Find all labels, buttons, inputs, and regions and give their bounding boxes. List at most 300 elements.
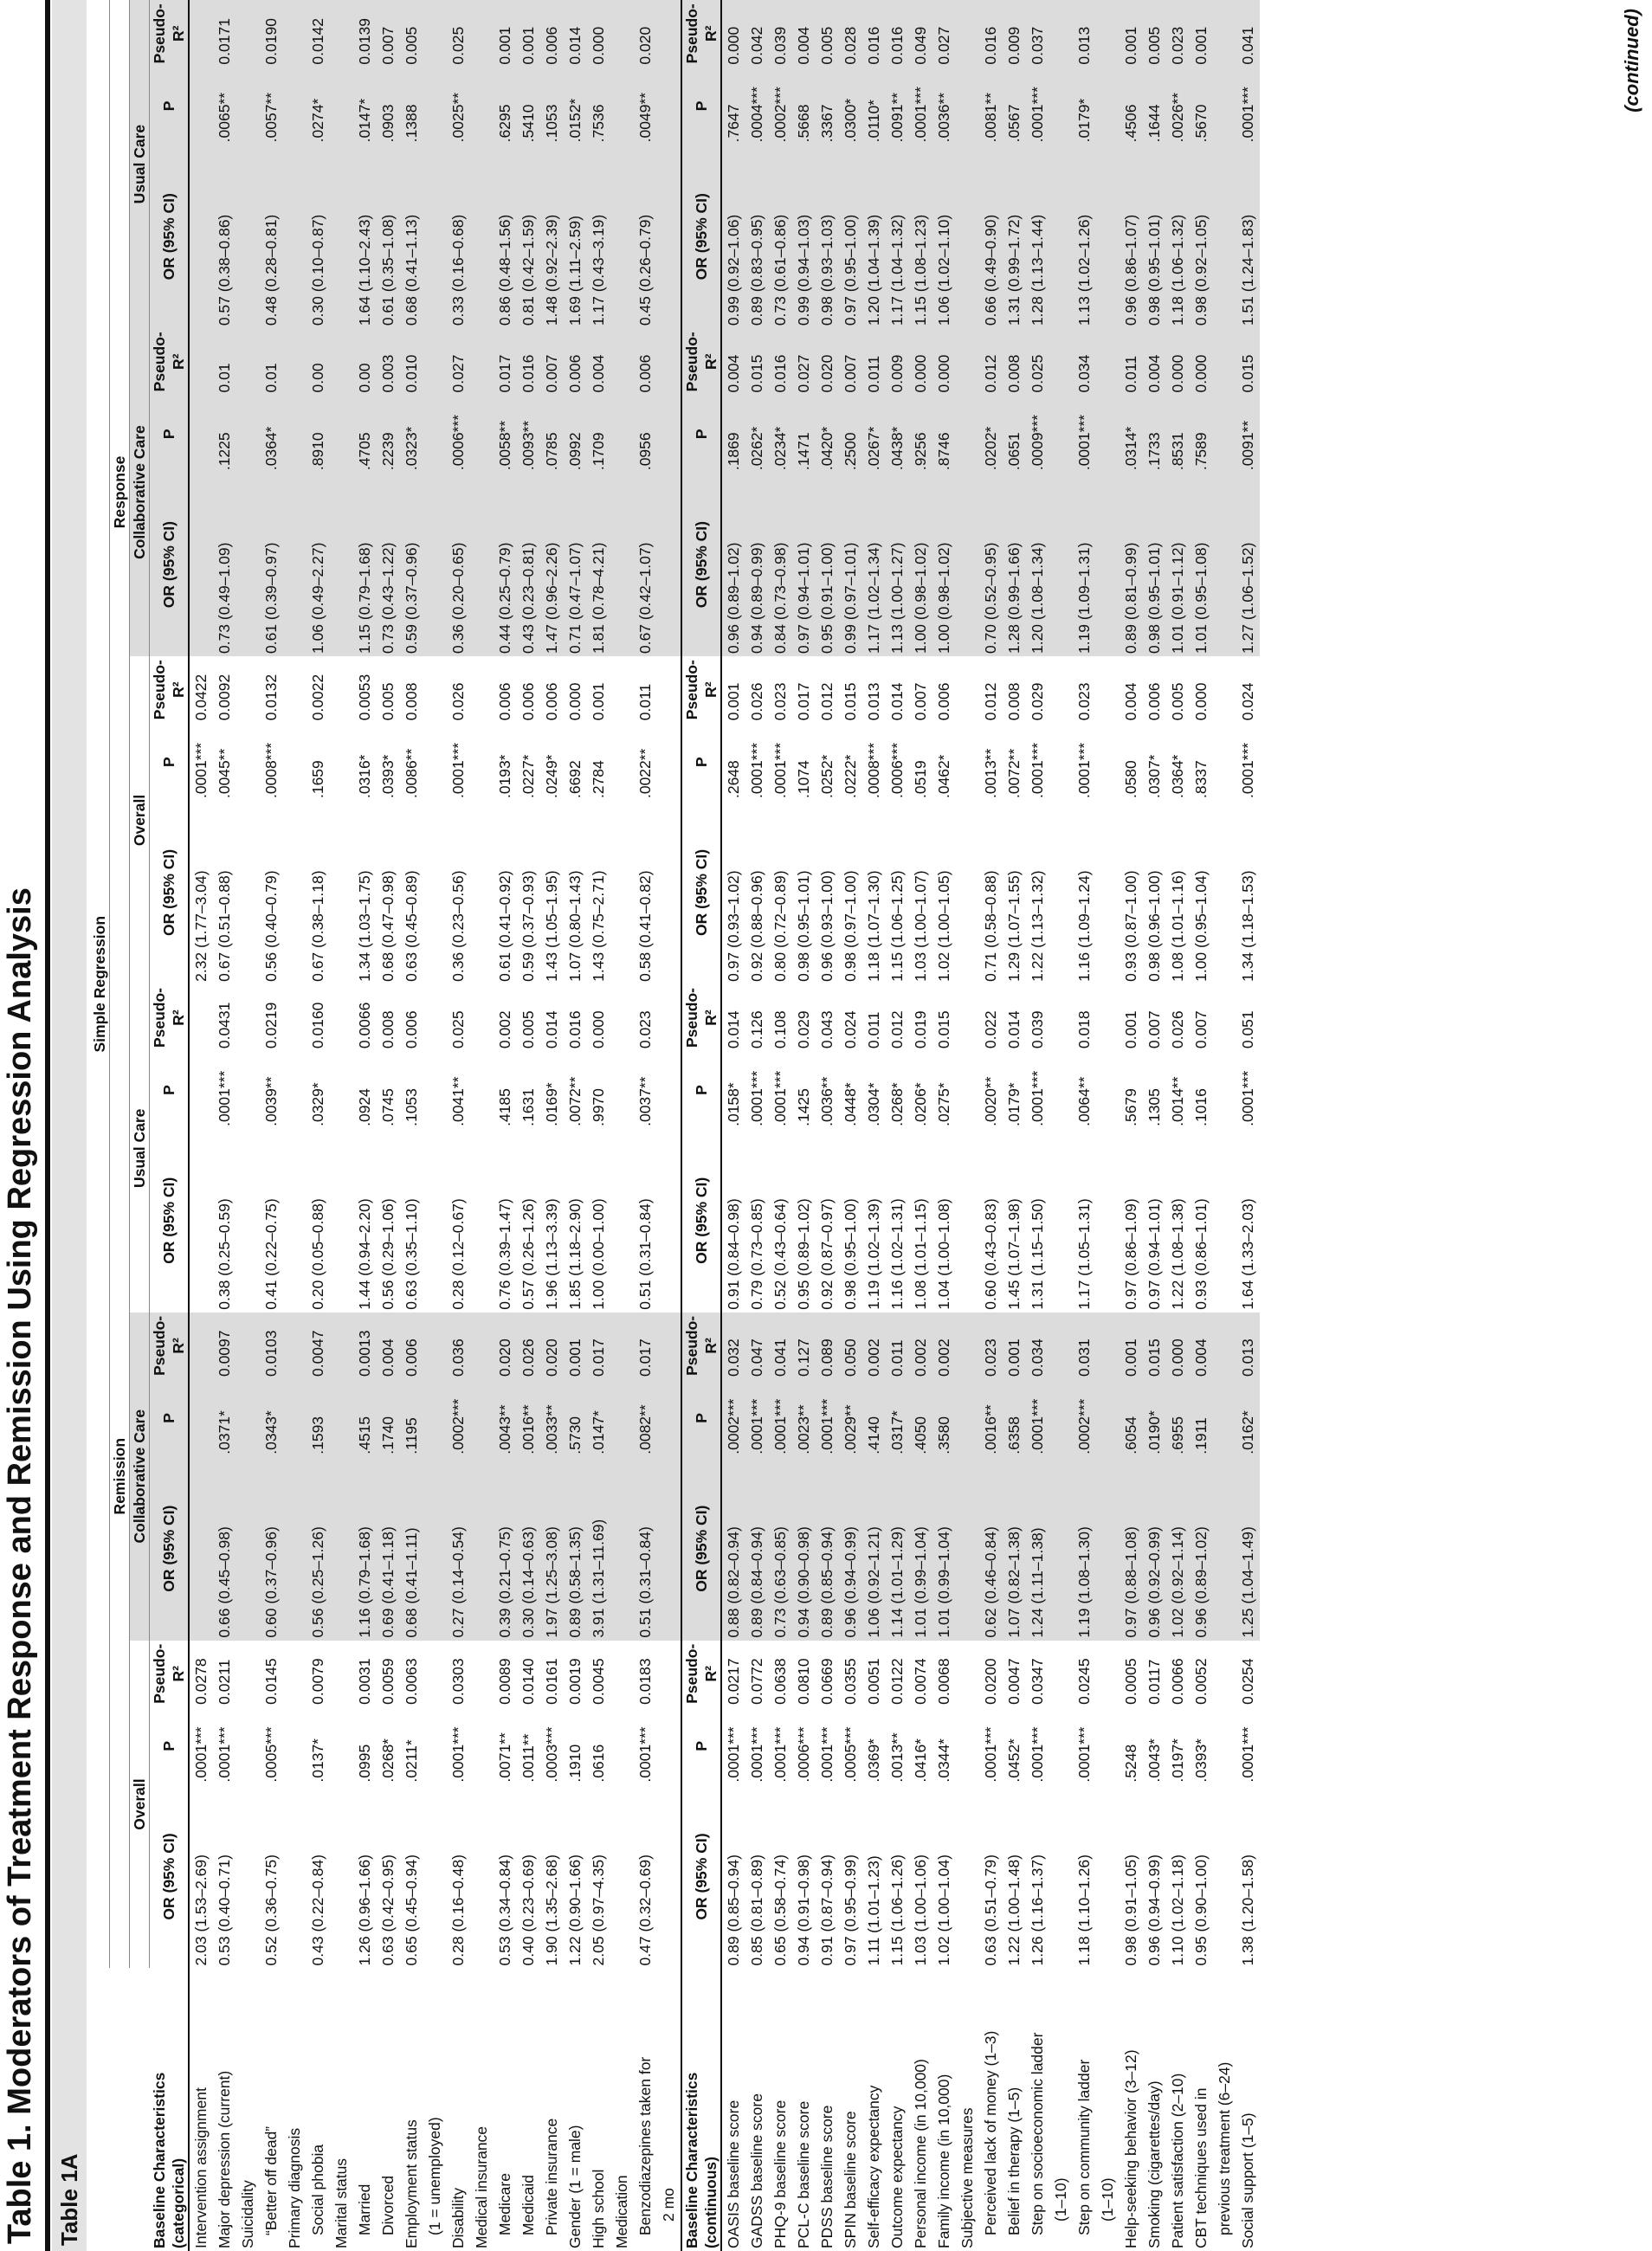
r2-cell <box>470 328 494 395</box>
p-cell: .0745 <box>379 1088 397 1126</box>
or-cell: 0.89 (0.83–0.95) <box>745 145 769 328</box>
or-cell <box>956 1457 979 1641</box>
p-cell <box>610 395 634 473</box>
r2-cell: 0.023 <box>1166 0 1190 68</box>
table-row <box>330 0 353 2251</box>
p-cell: .0004*** <box>745 68 769 145</box>
row-label: (1–10) <box>1099 2177 1116 2222</box>
r2-cell <box>956 984 979 1051</box>
row-label: Primary diagnosis <box>286 2127 303 2248</box>
row-label: Medicare <box>496 2173 513 2235</box>
r2-cell <box>236 984 260 1051</box>
r2-cell: 0.00 <box>353 328 377 395</box>
r2-cell: 0.016 <box>979 0 1003 68</box>
r2-cell <box>470 984 494 1051</box>
r2-cell <box>1213 0 1236 68</box>
or-cell: 1.48 (0.92–2.39) <box>540 145 564 328</box>
p-cell: .0001*** <box>982 1726 999 1783</box>
or-cell: 1.29 (1.07–1.55) <box>1005 870 1023 982</box>
or-cell <box>1049 473 1073 656</box>
r2-cell: 0.011 <box>862 328 886 395</box>
or-cell: 0.91 (0.84–0.98) <box>725 1198 742 1310</box>
or-cell: 0.33 (0.16–0.68) <box>447 145 470 328</box>
or-cell: 1.06 (0.92–1.21) <box>862 1457 886 1641</box>
p-cell <box>236 1379 260 1457</box>
r2-cell: 0.036 <box>447 1313 470 1379</box>
p-cell <box>423 68 447 145</box>
p-cell: .0071** <box>496 1732 513 1783</box>
or-cell: 0.51 (0.31–0.84) <box>636 1198 654 1310</box>
r2-cell <box>330 328 353 395</box>
or-cell: 1.01 (0.95–1.08) <box>1190 473 1213 656</box>
r2-cell <box>283 328 307 395</box>
or-cell: 1.43 (0.75–2.71) <box>590 870 607 982</box>
r2-cell: 0.0089 <box>496 1658 513 1705</box>
r2-cell: 0.006 <box>564 328 587 395</box>
r2-cell: 0.004 <box>1143 328 1166 395</box>
p-cell: .0001*** <box>909 68 932 145</box>
table-row <box>956 0 979 2251</box>
row-label: Subjective measures <box>958 2107 976 2248</box>
r2-cell: 0.016 <box>769 328 792 395</box>
p-cell: .0001*** <box>1026 1379 1049 1457</box>
cat-header: Baseline Characteristics (categorical) <box>150 2072 187 2248</box>
r2-cell <box>423 656 447 723</box>
p-cell: .1388 <box>400 68 423 145</box>
row-label: (1 = unemployed) <box>426 2117 443 2235</box>
p-cell: .1659 <box>309 760 326 799</box>
or-cell <box>189 145 213 328</box>
r2-cell: 0.004 <box>377 1313 400 1379</box>
or-cell <box>956 473 979 656</box>
row-label: Outcome expectancy <box>888 2106 906 2248</box>
or-cell: 0.60 (0.43–0.83) <box>982 1198 999 1310</box>
col-r2: Pseudo-R² <box>683 1643 720 1704</box>
or-cell: 0.41 (0.22–0.75) <box>262 1198 280 1310</box>
r2-cell <box>657 0 681 68</box>
r2-cell <box>236 0 260 68</box>
p-cell <box>283 1707 307 1785</box>
or-cell: 0.39 (0.21–0.75) <box>494 1457 517 1641</box>
or-cell: 0.96 (0.92–0.99) <box>1143 1457 1166 1641</box>
r2-cell: 0.0200 <box>982 1658 999 1705</box>
table-row <box>979 0 1003 2251</box>
r2-cell: 0.023 <box>979 1313 1003 1379</box>
r2-cell <box>1049 0 1073 68</box>
r2-cell: 0.027 <box>932 0 956 68</box>
p-cell <box>1213 723 1236 801</box>
col-or: OR (95% CI) <box>693 848 710 937</box>
r2-cell <box>1096 1313 1120 1379</box>
or-cell: 0.96 (0.86–1.07) <box>1120 145 1143 328</box>
table-row <box>1096 0 1120 2251</box>
p-cell <box>189 1379 213 1457</box>
r2-cell: 0.029 <box>1029 682 1046 721</box>
table-row <box>1190 0 1213 2251</box>
r2-cell: 0.0254 <box>1239 1658 1256 1705</box>
r2-cell <box>1096 656 1120 723</box>
or-cell <box>189 473 213 656</box>
r2-cell <box>1213 1641 1236 1707</box>
col-r2: Pseudo-R² <box>150 1313 190 1379</box>
p-cell: .0064** <box>1075 1076 1093 1126</box>
or-cell: 1.04 (1.00–1.08) <box>935 1198 952 1310</box>
or-cell: 0.67 (0.42–1.07) <box>634 473 657 656</box>
p-cell: .0314* <box>1120 395 1143 473</box>
r2-cell: 0.005 <box>519 1010 537 1049</box>
regression-table <box>90 0 1260 2251</box>
p-cell: .0393* <box>1192 1738 1210 1783</box>
or-cell <box>956 145 979 328</box>
p-cell <box>236 68 260 145</box>
p-cell <box>283 723 307 801</box>
r2-cell: 0.0117 <box>1145 1659 1163 1705</box>
or-cell: 1.22 (1.00–1.48) <box>1005 1854 1023 1966</box>
or-cell: 0.67 (0.51–0.88) <box>216 870 233 982</box>
r2-cell: 0.026 <box>1169 1010 1186 1049</box>
r2-cell: 0.014 <box>564 0 587 68</box>
p-cell: .0519 <box>912 760 929 799</box>
or-cell: 3.91 (1.31–11.69) <box>587 1457 610 1641</box>
r2-cell: 0.000 <box>932 328 956 395</box>
col-p: P <box>160 1085 177 1095</box>
col-r2: Pseudo-R² <box>683 988 720 1048</box>
or-cell: 1.19 (1.09–1.31) <box>1073 473 1096 656</box>
p-cell: .1016 <box>1192 1088 1210 1126</box>
col-p: P <box>160 1740 177 1751</box>
r2-cell: 0.032 <box>721 1313 745 1379</box>
or-cell: 0.61 (0.41–0.92) <box>496 870 513 982</box>
p-cell: .0043* <box>1145 1738 1163 1783</box>
r2-cell <box>283 984 307 1051</box>
p-cell <box>610 68 634 145</box>
r2-cell: 0.0052 <box>1192 1658 1210 1705</box>
row-label: Marital status <box>332 2157 350 2248</box>
or-cell: 0.89 (0.84–0.94) <box>745 1457 769 1641</box>
p-cell <box>189 68 213 145</box>
p-cell: .1911 <box>1190 1379 1213 1457</box>
or-cell: 0.98 (0.95–1.01) <box>1143 473 1166 656</box>
or-cell: 1.90 (1.35–2.68) <box>543 1854 560 1966</box>
p-cell: .0033** <box>540 1379 564 1457</box>
p-cell <box>470 395 494 473</box>
r2-cell <box>657 656 681 723</box>
p-cell: .0227* <box>519 754 537 799</box>
or-cell: 1.01 (0.91–1.12) <box>1166 473 1190 656</box>
p-cell: .0014** <box>1169 1076 1186 1126</box>
or-cell: 1.17 (1.04–1.32) <box>886 145 909 328</box>
p-cell <box>330 723 353 801</box>
r2-cell: 0.0079 <box>309 1658 326 1705</box>
row-label: Medical insurance <box>473 2125 490 2248</box>
p-cell: .0274* <box>307 68 330 145</box>
header-row-3 <box>130 0 150 2251</box>
p-cell: .0008*** <box>262 742 280 799</box>
or-cell: 0.99 (0.92–1.06) <box>721 145 745 328</box>
table-row <box>1213 0 1236 2251</box>
or-cell: 1.69 (1.11–2.59) <box>564 145 587 328</box>
col-r2: Pseudo-R² <box>150 328 190 395</box>
or-cell <box>470 1457 494 1641</box>
simple-regression-header: Simple Regression <box>90 0 110 1968</box>
r2-cell: 0.007 <box>912 682 929 721</box>
r2-cell: 0.108 <box>771 1010 789 1049</box>
or-cell: 1.20 (1.04–1.39) <box>862 145 886 328</box>
header-row-1 <box>90 0 110 2251</box>
p-cell: .0002*** <box>1073 1379 1096 1457</box>
or-cell <box>610 1129 634 1313</box>
p-cell <box>1213 395 1236 473</box>
p-cell: .6358 <box>1003 1379 1026 1457</box>
or-cell: 1.18 (1.07–1.30) <box>865 870 882 982</box>
r2-cell: 0.020 <box>494 1313 517 1379</box>
table-row <box>839 0 862 2251</box>
p-cell: .0193* <box>496 754 513 799</box>
table-row <box>1026 0 1049 2251</box>
r2-cell: 0.000 <box>1192 682 1210 721</box>
p-cell: .1740 <box>377 1379 400 1457</box>
r2-cell: 0.0303 <box>449 1658 467 1705</box>
col-r2: Pseudo-R² <box>681 0 721 68</box>
p-cell: .0371* <box>213 1379 236 1457</box>
p-cell <box>956 68 979 145</box>
or-cell: 1.00 (0.95–1.04) <box>1192 870 1210 982</box>
col-p: P <box>150 1379 190 1457</box>
r2-cell: 0.004 <box>721 328 745 395</box>
p-cell: .5730 <box>564 1379 587 1457</box>
or-cell <box>610 801 634 984</box>
or-cell: 0.38 (0.25–0.59) <box>216 1198 233 1310</box>
r2-cell: 0.012 <box>982 682 999 721</box>
or-cell: 0.94 (0.91–0.98) <box>795 1854 812 1966</box>
or-cell <box>236 1457 260 1641</box>
row-label: Smoking (cigarettes/day) <box>1145 2080 1163 2248</box>
r2-cell: 0.0063 <box>403 1658 420 1705</box>
r2-cell: 0.016 <box>886 0 909 68</box>
or-cell: 0.98 (0.95–1.01) <box>795 870 812 982</box>
or-cell: 1.64 (1.33–2.03) <box>1239 1198 1256 1310</box>
or-cell: 0.99 (0.94–1.03) <box>792 145 816 328</box>
p-cell: .1733 <box>1143 395 1166 473</box>
or-cell <box>610 473 634 656</box>
r2-cell <box>236 1641 260 1707</box>
table-row <box>1003 0 1026 2251</box>
table-row <box>283 0 307 2251</box>
or-cell <box>610 1785 634 1969</box>
r2-cell: 0.012 <box>979 328 1003 395</box>
r2-cell: 0.020 <box>540 1313 564 1379</box>
r2-cell: 0.0068 <box>935 1658 952 1705</box>
or-cell: 0.91 (0.87–0.94) <box>818 1854 836 1966</box>
r2-cell: 0.0638 <box>771 1658 789 1705</box>
table-row <box>189 0 213 2251</box>
r2-cell: 0.016 <box>517 328 540 395</box>
rem-overall-header: Overall <box>130 1641 150 1969</box>
p-cell: .0025** <box>447 68 470 145</box>
r2-cell: 0.027 <box>792 328 816 395</box>
p-cell: .0234* <box>769 395 792 473</box>
or-cell: 0.98 (0.93–1.03) <box>816 145 839 328</box>
col-p: P <box>681 1379 721 1457</box>
or-cell: 1.45 (1.07–1.98) <box>1005 1198 1023 1310</box>
or-cell: 0.63 (0.42–0.95) <box>379 1854 397 1966</box>
r2-cell: 0.015 <box>745 328 769 395</box>
resp-usual-header: Usual Care <box>130 0 150 328</box>
or-cell: 0.51 (0.31–0.84) <box>634 1457 657 1641</box>
or-cell: 0.43 (0.22–0.84) <box>309 1854 326 1966</box>
or-cell: 0.97 (0.95–1.00) <box>839 145 862 328</box>
r2-cell: 0.007 <box>839 328 862 395</box>
or-cell: 1.34 (1.03–1.75) <box>356 870 373 982</box>
p-cell <box>1049 723 1073 801</box>
r2-cell: 0.000 <box>909 328 932 395</box>
p-cell <box>1049 1051 1073 1129</box>
p-cell <box>470 68 494 145</box>
row-label: (1–10) <box>1052 2177 1069 2222</box>
r2-cell <box>1096 328 1120 395</box>
or-cell: 1.17 (0.43–3.19) <box>587 145 610 328</box>
row-label: Step on socioeconomic ladder <box>1029 2032 1046 2235</box>
p-cell <box>470 1707 494 1785</box>
p-cell: .7647 <box>721 68 745 145</box>
or-cell: 1.24 (1.11–1.38) <box>1026 1457 1049 1641</box>
r2-cell: 0.013 <box>1073 0 1096 68</box>
r2-cell: 0.011 <box>886 1313 909 1379</box>
row-label: PCL-C baseline score <box>795 2100 812 2248</box>
r2-cell: 0.018 <box>1075 1010 1093 1049</box>
r2-cell: 0.0142 <box>307 0 330 68</box>
p-cell: .0262* <box>745 395 769 473</box>
or-cell <box>283 1785 307 1969</box>
p-cell: .4515 <box>353 1379 377 1457</box>
r2-cell: 0.008 <box>1003 328 1026 395</box>
r2-cell: 0.031 <box>1073 1313 1096 1379</box>
or-cell <box>423 1785 447 1969</box>
p-cell: .0300* <box>839 68 862 145</box>
or-cell: 0.89 (0.81–0.99) <box>1120 473 1143 656</box>
or-cell: 0.96 (0.89–1.02) <box>721 473 745 656</box>
p-cell: .0304* <box>865 1082 882 1126</box>
p-cell: .1225 <box>213 395 236 473</box>
r2-cell <box>423 1641 447 1707</box>
r2-cell: 0.002 <box>862 1313 886 1379</box>
r2-cell <box>956 1641 979 1707</box>
p-cell: .0026** <box>1166 68 1190 145</box>
table-row <box>769 0 792 2251</box>
or-cell: 1.31 (1.15–1.50) <box>1029 1198 1046 1310</box>
table-row <box>494 0 517 2251</box>
col-or: OR (95% CI) <box>160 848 177 937</box>
p-cell <box>236 1051 260 1129</box>
r2-cell: 0.006 <box>543 682 560 721</box>
r2-cell: 0.002 <box>909 1313 932 1379</box>
or-cell <box>956 801 979 984</box>
or-cell <box>1213 801 1236 984</box>
or-cell: 0.28 (0.16–0.48) <box>449 1854 467 1966</box>
p-cell: .0022** <box>636 748 654 799</box>
col-or: OR (95% CI) <box>681 145 721 328</box>
or-cell <box>657 145 681 328</box>
r2-cell: 0.014 <box>543 1010 560 1049</box>
p-cell: .0001*** <box>1029 1070 1046 1126</box>
p-cell <box>236 1707 260 1785</box>
r2-cell: 0.0355 <box>842 1658 859 1705</box>
p-cell: .0147* <box>353 68 377 145</box>
p-cell: .0001*** <box>216 1070 233 1126</box>
table-title: Table 1. Moderators of Treatment Response and Remission Using Regression Analysis <box>2 887 38 2244</box>
r2-cell <box>236 656 260 723</box>
or-cell: 0.30 (0.10–0.87) <box>307 145 330 328</box>
p-cell <box>1096 1707 1120 1785</box>
r2-cell: 0.027 <box>447 328 470 395</box>
or-cell: 0.61 (0.35–1.08) <box>377 145 400 328</box>
p-cell: .5410 <box>517 68 540 145</box>
r2-cell: 0.011 <box>636 683 654 721</box>
r2-cell: 0.010 <box>400 328 423 395</box>
or-cell <box>657 1457 681 1641</box>
p-cell: .1053 <box>403 1088 420 1126</box>
p-cell <box>423 1379 447 1457</box>
or-cell: 0.99 (0.97–1.01) <box>839 473 862 656</box>
p-cell: .0006*** <box>888 742 906 799</box>
table-row <box>517 0 540 2251</box>
r2-cell: 0.023 <box>636 1010 654 1049</box>
col-p: P <box>681 395 721 473</box>
resp-collab-header: Collaborative Care <box>130 328 150 656</box>
r2-cell <box>283 1641 307 1707</box>
p-cell: .0416* <box>912 1738 929 1783</box>
r2-cell: 0.006 <box>1145 682 1163 721</box>
r2-cell: 0.005 <box>379 682 397 721</box>
r2-cell: 0.013 <box>865 682 882 721</box>
r2-cell <box>1096 0 1120 68</box>
or-cell: 0.71 (0.47–1.07) <box>564 473 587 656</box>
p-cell: .4185 <box>496 1088 513 1126</box>
r2-cell: 0.001 <box>1122 1010 1139 1049</box>
or-cell: 0.71 (0.58–0.88) <box>982 870 999 982</box>
categorical-body <box>189 0 681 2251</box>
or-cell: 0.96 (0.93–1.00) <box>818 870 836 982</box>
col-r2: Pseudo-R² <box>683 660 720 720</box>
r2-cell: 0.016 <box>862 0 886 68</box>
p-cell: .6054 <box>1120 1379 1143 1457</box>
r2-cell: 0.0031 <box>356 1658 373 1705</box>
col-r2: Pseudo-R² <box>681 328 721 395</box>
p-cell: .2648 <box>725 760 742 799</box>
r2-cell: 0.020 <box>816 328 839 395</box>
or-cell: 1.00 (0.00–1.00) <box>590 1198 607 1310</box>
p-cell: .0039** <box>262 1076 280 1126</box>
r2-cell: 0.011 <box>1120 328 1143 395</box>
r2-cell: 0.006 <box>496 682 513 721</box>
or-cell: 1.16 (1.02–1.31) <box>888 1198 906 1310</box>
r2-cell: 0.0810 <box>795 1658 812 1705</box>
or-cell: 0.45 (0.26–0.79) <box>634 145 657 328</box>
resp-overall-header: Overall <box>130 656 150 984</box>
p-cell: .1195 <box>400 1379 423 1457</box>
r2-cell <box>330 1641 353 1707</box>
or-cell: 0.98 (0.96–1.00) <box>1145 870 1163 982</box>
or-cell: 2.05 (0.97–4.35) <box>590 1854 607 1966</box>
r2-cell: 0.004 <box>1122 682 1139 721</box>
p-cell: .0001*** <box>769 1379 792 1457</box>
or-cell: 1.22 (1.08–1.38) <box>1169 1198 1186 1310</box>
or-cell: 1.20 (1.08–1.34) <box>1026 473 1049 656</box>
or-cell: 0.93 (0.87–1.00) <box>1122 870 1139 982</box>
or-cell <box>610 145 634 328</box>
or-cell: 2.03 (1.53–2.69) <box>192 1854 210 1966</box>
r2-cell: 0.000 <box>1166 1313 1190 1379</box>
